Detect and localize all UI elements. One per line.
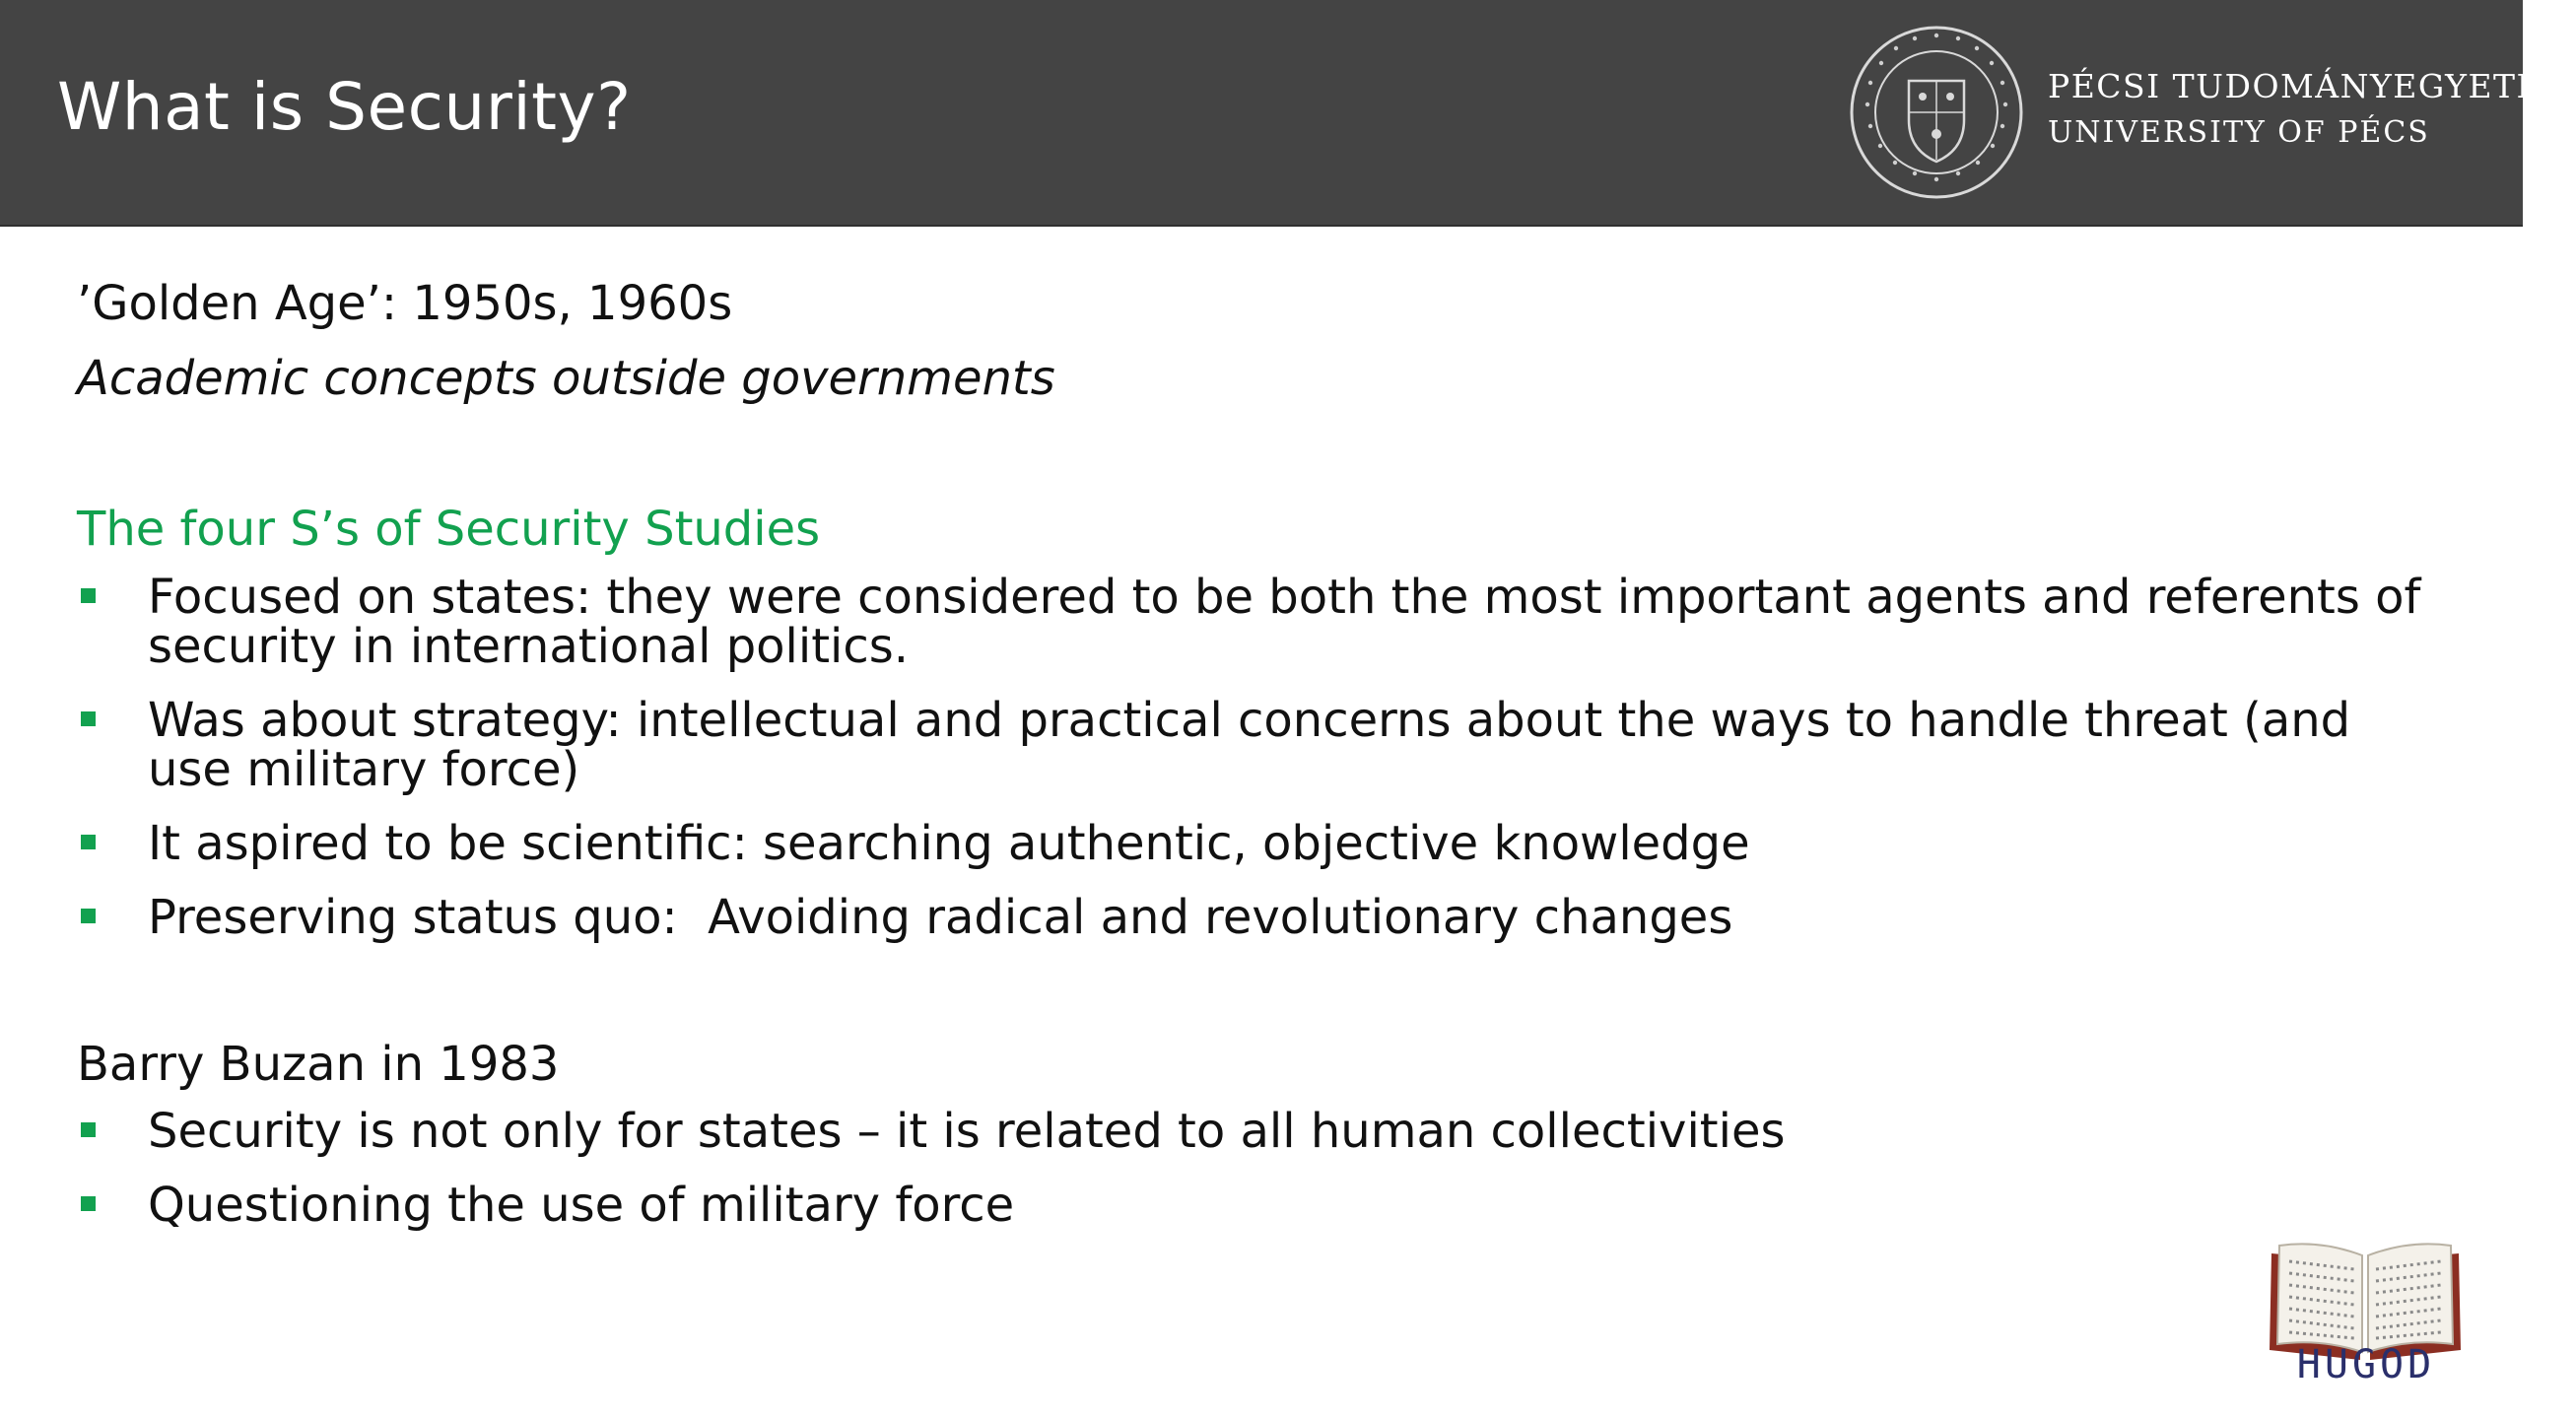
bullet-text-line: Focused on states: they were considered to be both the most important agents and referents of [148,569,2421,625]
slide-header [0,0,2576,227]
square-bullet-icon [81,909,96,923]
bullet-text: It aspired to be scientific: searching authentic, objective knowledge [148,815,1750,871]
list-item [77,815,2422,871]
square-bullet-icon [81,1122,96,1137]
list-item [77,889,2422,945]
hugod-logo-text: HUGOD [2296,1342,2436,1387]
buzan-bullet-list [77,1104,2422,1234]
barry-buzan-heading: Barry Buzan in 1983 [77,1036,560,1092]
bullet-text: Security is not only for states – it is related to all human collectivities [148,1104,1786,1160]
square-bullet-icon [81,711,96,726]
bullet-text-line: Was about strategy: intellectual and practical concerns about the ways to handle threat (and [148,692,2351,748]
four-s-heading: The four S’s of Security Studies [77,502,821,558]
square-bullet-icon [81,835,96,849]
university-name-english: UNIVERSITY OF PÉCS [2048,115,2430,150]
university-name [2048,67,2576,150]
university-seal-icon [1848,24,2025,201]
square-bullet-icon [81,1196,96,1211]
list-item [77,1104,2422,1160]
academic-concepts-line: Academic concepts outside governments [77,350,1055,406]
university-name-hungarian: PÉCSI TUDOMÁNYEGYETEM [2048,67,2576,105]
bullet-text-line: security in international politics. [148,618,910,674]
golden-age-line: ’Golden Age’: 1950s, 1960s [77,276,733,331]
list-item [77,1178,2422,1234]
slide-body [77,276,2422,1254]
bullet-text-line: use military force) [148,741,580,797]
square-bullet-icon [81,588,96,603]
bullet-text: Preserving status quo: Avoiding radical and revolutionary changes [148,889,1733,945]
bullet-text: Questioning the use of military force [148,1178,1015,1234]
four-s-bullet-list [77,569,2422,945]
list-item [77,569,2422,674]
slide-title: What is Security? [57,69,632,145]
list-item [77,692,2422,797]
